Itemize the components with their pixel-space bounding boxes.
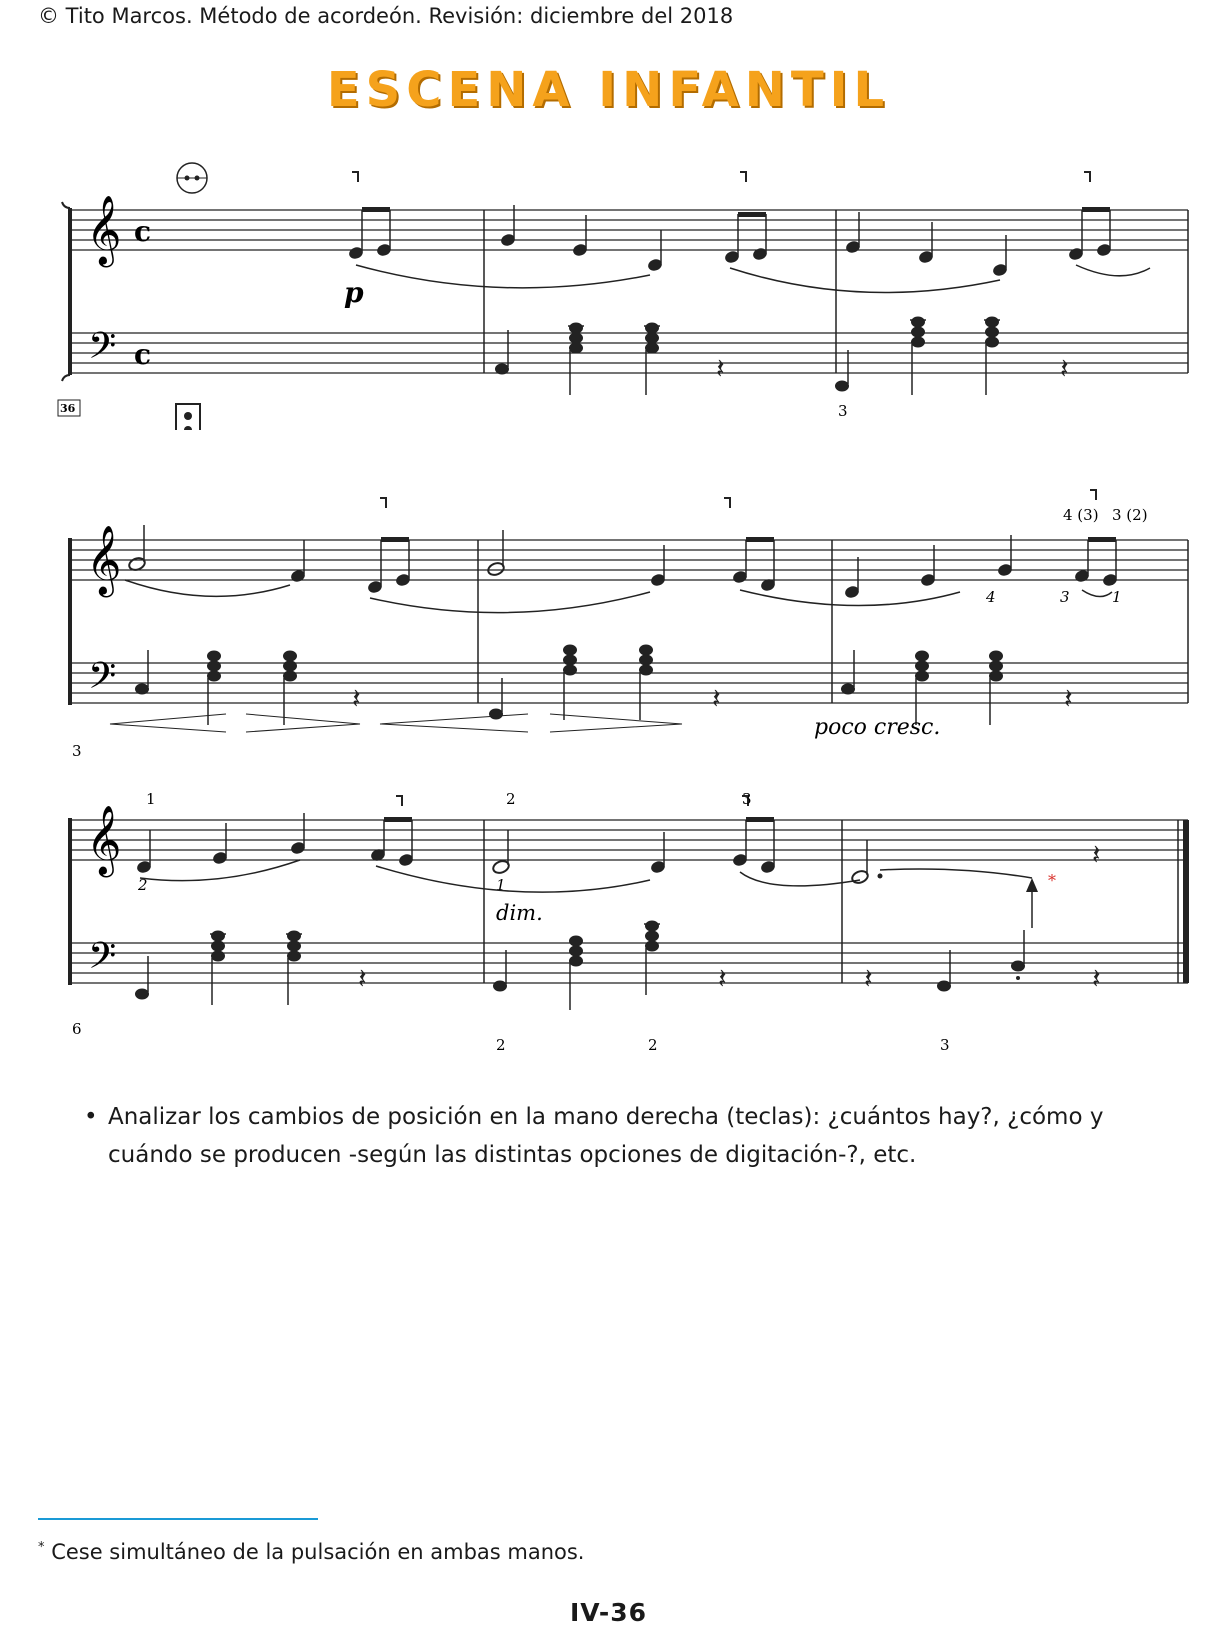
treble-clef-icon: 𝄞 bbox=[86, 805, 122, 875]
footnote-text: Cese simultáneo de la pulsación en ambas manos. bbox=[51, 1540, 585, 1564]
instruction-text: Analizar los cambios de posición en la mano derecha (teclas): ¿cuántos hay?, ¿cómo y cuándo se producen -según las distintas opciones de digitación-?, etc. bbox=[108, 1104, 1104, 1168]
fingering: 3 bbox=[742, 790, 752, 808]
treble-clef-icon: 𝄞 bbox=[86, 525, 122, 595]
score-system-1 bbox=[0, 150, 1217, 430]
fingering: 2 bbox=[496, 1036, 506, 1054]
quarter-rest-icon: 𝄽 bbox=[1092, 962, 1101, 995]
fingering: 4 bbox=[986, 588, 996, 606]
bullet-icon: • bbox=[84, 1104, 98, 1130]
page-number: IV-36 bbox=[570, 1598, 647, 1627]
footnote bbox=[38, 1540, 584, 1564]
quarter-rest-icon: 𝄽 bbox=[718, 962, 727, 995]
fingering: 1 bbox=[496, 876, 506, 894]
score-system-3 bbox=[0, 770, 1217, 1070]
quarter-rest-icon: 𝄽 bbox=[358, 962, 367, 995]
measure-number: 36 bbox=[60, 402, 76, 415]
fingering: 2 bbox=[506, 790, 516, 808]
quarter-rest-icon: 𝄽 bbox=[1064, 682, 1073, 715]
quarter-rest-icon: 𝄽 bbox=[352, 682, 361, 715]
quarter-rest-icon: 𝄽 bbox=[1092, 838, 1101, 871]
piece-title: ESCENA INFANTIL bbox=[326, 62, 891, 118]
quarter-rest-icon: 𝄽 bbox=[1060, 352, 1069, 385]
common-time-icon: c bbox=[134, 338, 152, 371]
fingering: 2 bbox=[648, 1036, 658, 1054]
footnote-mark: * bbox=[38, 1540, 45, 1555]
common-time-icon: c bbox=[134, 215, 152, 248]
fingering: 3 bbox=[1060, 588, 1070, 606]
register-symbol-icon bbox=[177, 163, 207, 193]
treble-clef-icon: 𝄞 bbox=[86, 195, 122, 265]
dynamic-piano: p bbox=[344, 276, 364, 309]
bass-clef-icon: 𝄢 bbox=[88, 655, 117, 706]
fingering: 1 bbox=[1112, 588, 1122, 606]
instruction-item bbox=[84, 1098, 1154, 1174]
measure-number: 6 bbox=[72, 1020, 82, 1038]
fingering: 1 bbox=[146, 790, 156, 808]
bass-clef-icon: 𝄢 bbox=[88, 325, 117, 376]
fingering: 3 (2) bbox=[1112, 506, 1148, 524]
bass-register-icon bbox=[176, 404, 200, 430]
fingering: 3 bbox=[940, 1036, 950, 1054]
dynamic-dim: dim. bbox=[496, 901, 543, 925]
fingering: 4 (3) bbox=[1063, 506, 1099, 524]
arrow-up-icon bbox=[1026, 878, 1038, 892]
quarter-rest-icon: 𝄽 bbox=[712, 682, 721, 715]
copyright-notice: © Tito Marcos. Método de acordeón. Revisión: diciembre del 2018 bbox=[38, 4, 734, 28]
fingering: 3 bbox=[838, 402, 848, 420]
dynamic-poco-cresc: poco cresc. bbox=[814, 715, 941, 740]
asterisk-mark: * bbox=[1048, 871, 1056, 890]
quarter-rest-icon: 𝄽 bbox=[716, 352, 725, 385]
score-system-2 bbox=[0, 480, 1217, 780]
bass-clef-icon: 𝄢 bbox=[88, 935, 117, 986]
quarter-rest-icon: 𝄽 bbox=[864, 962, 873, 995]
measure-number: 3 bbox=[72, 742, 82, 760]
footnote-divider bbox=[38, 1518, 318, 1520]
fingering: 2 bbox=[138, 876, 148, 894]
